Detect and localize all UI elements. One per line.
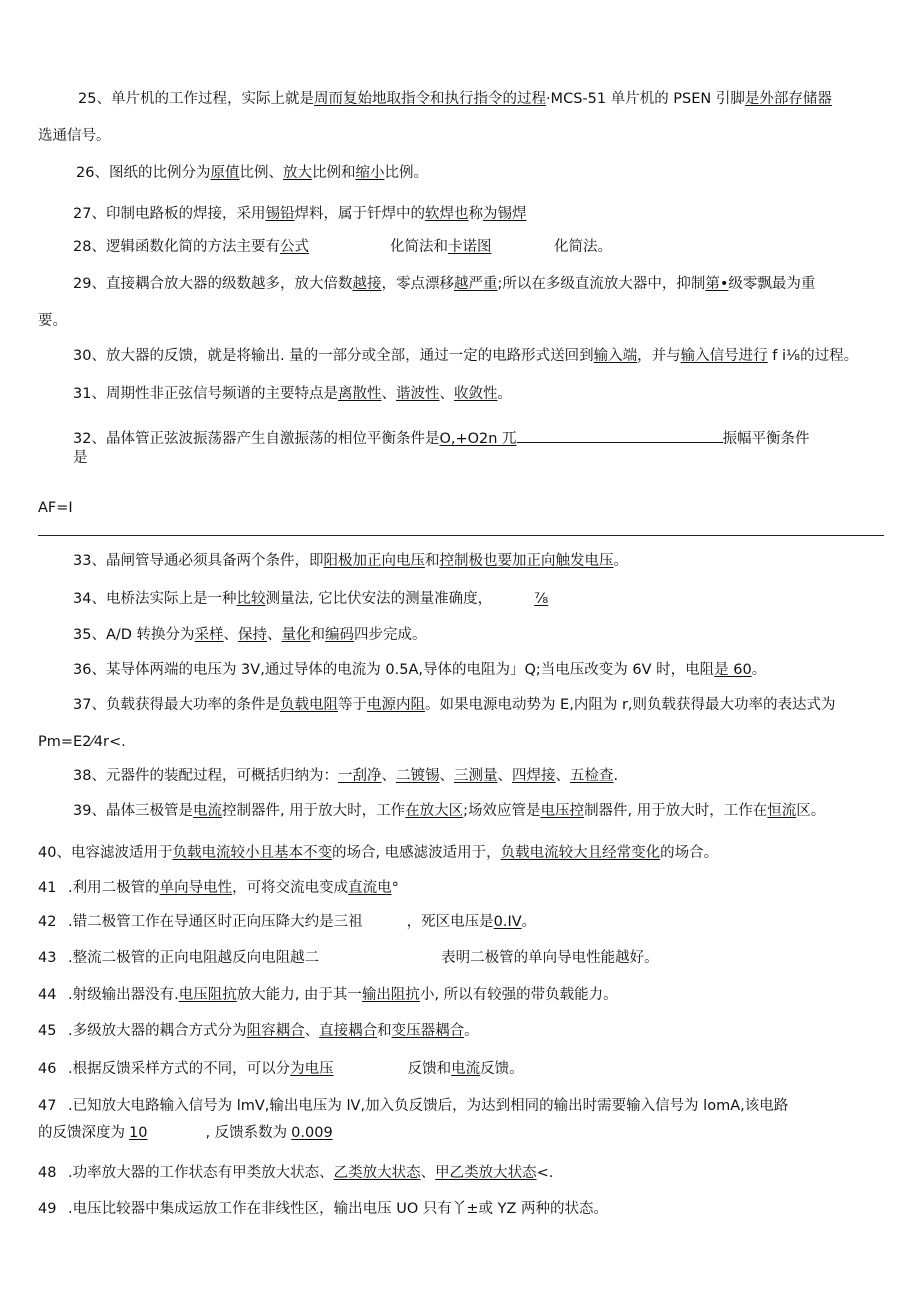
q39-line: [73, 802, 825, 820]
q29-text: 29、直接耦合放大器的级数越多，放大倍数: [73, 276, 353, 292]
q40-line: [38, 844, 718, 862]
q37-answer-1: 负载电阻: [279, 697, 338, 713]
q41-line: [38, 879, 399, 897]
q48-answer-1: 乙类放大状态: [333, 1165, 421, 1181]
q46-number: 46: [38, 1061, 57, 1077]
q30-text: 30、放大器的反馈，就是将输出. 量的一部分或全部，通过一定的电路形式送回到: [73, 348, 594, 364]
q45-answer-1: 阻容耦合: [246, 1023, 305, 1039]
q39-answer-1: 电流: [192, 803, 222, 819]
q44-text-3: 小, 所以有较强的带负载能力。: [419, 987, 618, 1003]
q40-text: 40、电容滤波适用于: [38, 845, 173, 861]
q25-text-2: ·MCS-51 单片机的 PSEN 引脚: [545, 91, 745, 107]
q34-answer-2: ⅞: [534, 591, 549, 607]
q26-answer-1: 原值: [210, 165, 240, 181]
q28-text: 28、逻辑函数化简的方法主要有: [73, 239, 280, 255]
q35-text-5: 四步完成。: [354, 627, 427, 643]
q32-line1: [73, 428, 810, 448]
q27-text-2: 焊料，属于钎焊中的: [294, 206, 425, 222]
q39-text-3: ;场效应管是: [463, 803, 541, 819]
q44-text-2: 放大能力, 由于其一: [236, 987, 362, 1003]
q38-text-2: 、: [381, 768, 396, 784]
q46-text-3: 反馈。: [480, 1061, 524, 1077]
q36-text-2: 。: [751, 662, 767, 678]
q29-text-3: ;所以在多级直流放大器中，抑制: [497, 276, 706, 292]
q33-text-3: 。: [613, 553, 628, 569]
q39-text-4: 制器件, 用于放大时，工作在: [584, 803, 768, 819]
q45-answer-3: 变压器耦合: [391, 1023, 465, 1039]
q26-answer-3: 缩小: [355, 165, 385, 181]
q47-text: .已知放大电路输入信号为 lmV,输出电压为 lV,加入负反馈后，为达到相同的输出时需要输入信号为 lomA,该电路: [68, 1098, 789, 1114]
q25-answer-2: 是外部存储器: [744, 91, 832, 107]
q38-answer-1: 一刮净: [337, 768, 382, 784]
q47-text-3: , 反馈系数为: [205, 1125, 288, 1141]
q47-number: 47: [38, 1098, 57, 1114]
q31-answer-3: 收敛性: [453, 386, 498, 402]
q28-line: [73, 238, 612, 256]
q41-text-2: ，可将交流电变成: [232, 880, 349, 896]
q40-answer-1: 负载电流较小且基本不变: [172, 845, 332, 861]
q31-text-3: 、: [439, 386, 454, 402]
q28-answer-1: 公式: [279, 239, 309, 255]
q39-answer-4: 恒流: [767, 803, 797, 819]
q31-text-4: 。: [497, 386, 512, 402]
q41-text-3: °: [391, 880, 399, 896]
q33-text-2: 和: [424, 553, 440, 569]
q38-line: [73, 767, 618, 785]
q38-answer-3: 三测量: [453, 768, 498, 784]
q27-text-3: 称: [468, 206, 483, 222]
q42-answer-1: 0.IV: [493, 914, 522, 930]
q29-line2: 要。: [38, 313, 67, 329]
q45-text: .多级放大器的耦合方式分为: [68, 1023, 247, 1039]
q48-answer-2: 甲乙类放大状态: [435, 1165, 537, 1181]
q37-line1: [73, 696, 836, 714]
q46-line: [38, 1060, 524, 1078]
q28-answer-2: 卡诺图: [447, 239, 492, 255]
q47-line1: [38, 1097, 788, 1115]
q26-text: 26、图纸的比例分为: [76, 165, 211, 181]
q25-text: 25、单片机的工作过程，实际上就是: [78, 91, 314, 107]
q35-text-3: 、: [267, 627, 282, 643]
q46-text: .根据反馈采样方式的不同，可以分: [68, 1061, 291, 1077]
q26-line: [76, 164, 428, 182]
q41-text: .利用二极管的: [68, 880, 160, 896]
q31-text: 31、周期性非正弦信号频谱的主要特点是: [73, 386, 338, 402]
q45-text-4: 。: [464, 1023, 479, 1039]
q48-text-2: 、: [420, 1165, 436, 1181]
q29-line1: [73, 275, 815, 293]
q32-text-2: 振幅平衡条件: [722, 431, 810, 447]
q42-line: [38, 913, 536, 931]
q35-line: [73, 626, 427, 644]
q33-answer-1: 阳极加正向电压: [323, 553, 425, 569]
q27-answer-1: 锡铅: [265, 206, 295, 222]
q31-text-2: 、: [381, 386, 396, 402]
q37-answer-2: 电源内阻: [366, 697, 425, 713]
divider-line: [38, 535, 884, 536]
q47-text-2: 的反馈深度为: [38, 1125, 125, 1141]
q45-line: [38, 1022, 479, 1040]
q38-text-4: 、: [497, 768, 512, 784]
q46-answer-1: 为电压: [290, 1061, 334, 1077]
q39-text-2: 控制器件, 用于放大时，工作: [221, 803, 406, 819]
q38-text-3: 、: [439, 768, 454, 784]
q33-answer-2: 控制极也要加正向触发电压: [439, 553, 614, 569]
q45-text-2: 、: [304, 1023, 320, 1039]
q29-answer-3: 第•: [705, 276, 729, 292]
q48-text: .功率放大器的工作状态有甲类放大状态、: [68, 1165, 334, 1181]
q42-text-2: ，死区电压是: [406, 914, 494, 930]
q35-answer-1: 采样: [194, 627, 224, 643]
q29-answer-2: 越严重: [453, 276, 498, 292]
q36-line: [73, 661, 766, 679]
q26-text-2: 比例、: [239, 165, 283, 181]
q44-text: .射级输出器没有.: [68, 987, 179, 1003]
q43-line: [38, 949, 659, 967]
q39-answer-3: 电压控: [540, 803, 585, 819]
q26-answer-2: 放大: [282, 165, 312, 181]
q32-line3: AF=I: [38, 500, 73, 516]
q35-text-4: 和: [310, 627, 326, 643]
q40-answer-2: 负载电流较大且经常变化: [500, 845, 661, 861]
q36-text: 36、某导体两端的电压为 3V,通过导体的电流为 0.5A,导体的电阻为」Q;当电压改变为 6V 时，电阻: [73, 662, 715, 678]
q37-text: 37、负载获得最大功率的条件是: [73, 697, 280, 713]
q27-line: [73, 205, 526, 223]
q43-text: .整流二极管的正向电阻越反向电阻越二: [68, 950, 320, 966]
q30-text-2: ，并与: [637, 348, 681, 364]
q38-answer-2: 二镀锡: [395, 768, 440, 784]
q34-answer-1: 比较: [236, 591, 266, 607]
q39-text-5: 区。: [796, 803, 826, 819]
q49-number: 49: [38, 1201, 57, 1217]
q41-number: 41: [38, 880, 57, 896]
q46-text-2: 反馈和: [407, 1061, 452, 1077]
q37-text-3: 。如果电源电动势为 E,内阻为 r,则负载获得最大功率的表达式为: [424, 697, 836, 713]
q44-line: [38, 986, 618, 1004]
q42-number: 42: [38, 914, 57, 930]
q26-text-4: 比例。: [384, 165, 428, 181]
q34-text: 34、电桥法实际上是一种: [73, 591, 237, 607]
q43-text-2: 表明二极管的单向导电性能越好。: [441, 950, 659, 966]
q44-number: 44: [38, 987, 57, 1003]
q29-text-4: 级零飘最为重: [728, 276, 816, 292]
q25-line1: [78, 90, 832, 108]
q35-text-2: 、: [223, 627, 239, 643]
q30-text-3: f i⅛的过程。: [767, 348, 859, 364]
q33-text: 33、晶闸管导通必须具备两个条件，即: [73, 553, 324, 569]
q47-answer-1: 10: [129, 1125, 148, 1141]
q30-answer-2: 输入信号进行: [680, 348, 768, 364]
q29-answer-1: 越接: [352, 276, 382, 292]
q36-answer-1: 是 60: [714, 662, 752, 678]
q28-text-2: 化简法和: [389, 239, 448, 255]
q37-line2: Pm=E2⁄4r<.: [38, 734, 126, 750]
q31-answer-1: 离散性: [337, 386, 382, 402]
q49-line: [38, 1200, 608, 1218]
q39-text: 39、晶体三极管是: [73, 803, 193, 819]
q32-answer-1: O,+O2n 兀: [439, 431, 517, 447]
q35-answer-4: 编码: [325, 627, 355, 643]
q32-text: 32、晶体管正弦波振荡器产生自激振荡的相位平衡条件是: [73, 431, 440, 447]
q41-answer-1: 单向导电性: [159, 880, 233, 896]
q25-line2: 选通信号。: [38, 128, 111, 144]
q48-line: [38, 1164, 553, 1182]
q33-line: [73, 552, 628, 570]
q32-line2: 是: [73, 450, 88, 466]
q29-text-2: ，零点漂移: [381, 276, 454, 292]
q44-answer-1: 电压阻抗: [178, 987, 237, 1003]
q48-number: 48: [38, 1165, 57, 1181]
q27-answer-3: 为锡焊: [482, 206, 527, 222]
q38-text-5: 、: [555, 768, 570, 784]
q28-text-3: 化简法。: [553, 239, 612, 255]
q32-answer-blank: [517, 428, 723, 443]
q38-answer-4: 四焊接: [511, 768, 556, 784]
q35-answer-3: 量化: [281, 627, 311, 643]
q25-answer-1: 周而复始地取指令和执行指令的过程: [313, 91, 546, 107]
q38-answer-5: 五检查: [569, 768, 614, 784]
q44-answer-2: 输出阻抗: [361, 987, 420, 1003]
q31-answer-2: 谐波性: [395, 386, 440, 402]
q47-answer-2: 0.009: [291, 1125, 333, 1141]
q43-number: 43: [38, 950, 57, 966]
q45-number: 45: [38, 1023, 57, 1039]
q38-text: 38、元器件的装配过程，可概括归纳为：: [73, 768, 338, 784]
q35-text: 35、A/D 转换分为: [73, 627, 195, 643]
q45-text-3: 和: [377, 1023, 392, 1039]
q34-line: [73, 590, 548, 608]
q38-text-6: .: [613, 768, 619, 784]
q42-text: .错二极管工作在导通区时正向压降大约是三祖: [68, 914, 363, 930]
q45-answer-2: 直接耦合: [319, 1023, 378, 1039]
q40-text-3: 的场合。: [660, 845, 719, 861]
q40-text-2: 的场合, 电感滤波适用于，: [331, 845, 501, 861]
q41-answer-2: 直流电: [348, 880, 392, 896]
q47-line2: [38, 1124, 333, 1142]
q26-text-3: 比例和: [311, 165, 356, 181]
q42-text-3: 。: [521, 914, 537, 930]
q39-answer-2: 在放大区: [405, 803, 464, 819]
q49-text: .电压比较器中集成运放工作在非线性区，输出电压 UO 只有丫±或 YZ 两种的状态。: [68, 1201, 609, 1217]
q37-text-2: 等于: [337, 697, 367, 713]
q31-line: [73, 385, 512, 403]
q27-answer-2: 软焊也: [424, 206, 469, 222]
q30-line: [73, 347, 858, 365]
q30-answer-1: 输入端: [593, 348, 638, 364]
q35-answer-2: 保持: [238, 627, 268, 643]
q48-text-3: <.: [536, 1165, 554, 1181]
q27-text: 27、印制电路板的焊接，采用: [73, 206, 266, 222]
q46-answer-2: 电流: [451, 1061, 481, 1077]
q34-text-2: 测量法, 它比伏安法的测量准确度，: [265, 591, 493, 607]
